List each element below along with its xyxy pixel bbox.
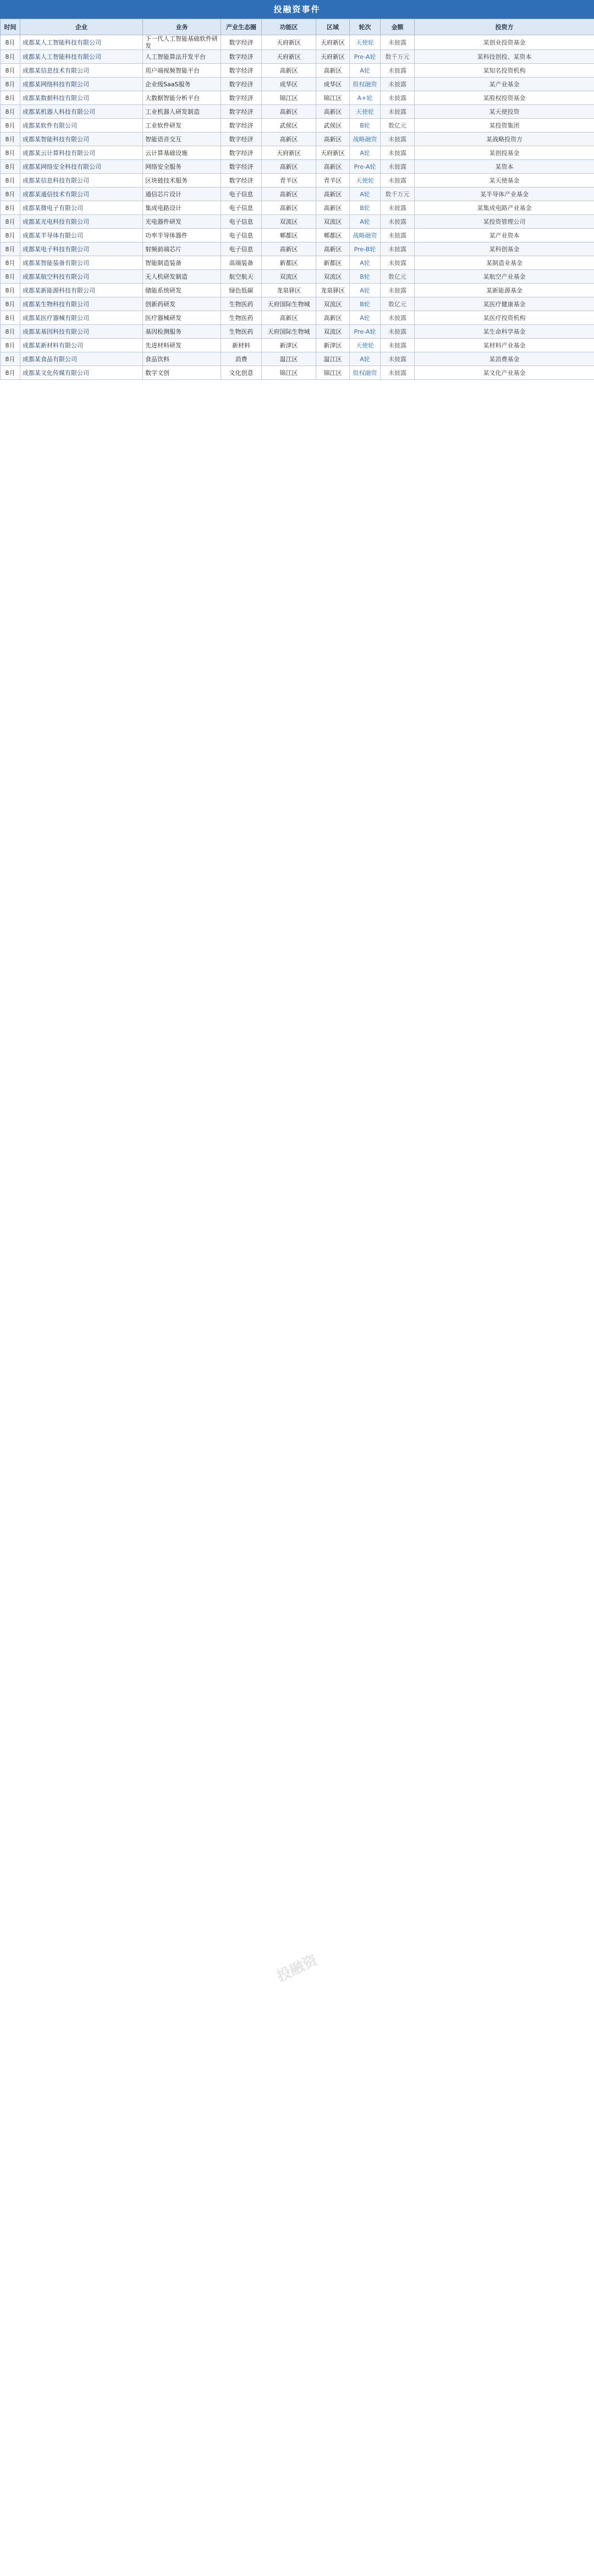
round-cell: A轮: [350, 256, 381, 270]
function-zone-cell: 高新区: [262, 160, 316, 174]
column-header-function-zone: 功能区: [262, 19, 316, 35]
round-cell: Pre-A轮: [350, 325, 381, 339]
date-cell: 8月: [1, 201, 20, 215]
round-cell: 天使轮: [350, 174, 381, 187]
district-cell: 天府新区: [316, 146, 350, 160]
table-row: [1, 105, 594, 119]
district-cell: 新都区: [316, 256, 350, 270]
investors-cell: 某投资管理公司: [415, 215, 594, 229]
district-cell: 高新区: [316, 311, 350, 325]
function-zone-cell: 双流区: [262, 270, 316, 284]
district-cell: 温江区: [316, 352, 350, 366]
investors-cell: 某半导体产业基金: [415, 187, 594, 201]
round-cell: B轮: [350, 201, 381, 215]
business-cell: 光电器件研发: [143, 215, 221, 229]
investors-cell: 某创投基金: [415, 146, 594, 160]
district-cell: 双流区: [316, 325, 350, 339]
amount-cell: 未披露: [381, 201, 415, 215]
amount-cell: 未披露: [381, 78, 415, 91]
round-cell: A轮: [350, 215, 381, 229]
district-cell: 青羊区: [316, 174, 350, 187]
business-cell: 智能语音交互: [143, 132, 221, 146]
table-row: [1, 270, 594, 284]
amount-cell: 未披露: [381, 132, 415, 146]
table-row: [1, 242, 594, 256]
amount-cell: 未披露: [381, 325, 415, 339]
date-cell: 8月: [1, 50, 20, 64]
business-cell: 企业级SaaS服务: [143, 78, 221, 91]
amount-cell: 未披露: [381, 146, 415, 160]
function-zone-cell: 成华区: [262, 78, 316, 91]
industry-cell: 生物医药: [221, 297, 262, 311]
business-cell: 储能系统研发: [143, 284, 221, 297]
district-cell: 天府新区: [316, 35, 350, 50]
investors-cell: 某天使基金: [415, 174, 594, 187]
business-cell: 食品饮料: [143, 352, 221, 366]
date-cell: 8月: [1, 366, 20, 380]
function-zone-cell: 天府新区: [262, 35, 316, 50]
table-row: [1, 78, 594, 91]
business-cell: 人工智能算法开发平台: [143, 50, 221, 64]
business-cell: 下一代人工智能基础软件研发: [143, 35, 221, 50]
business-cell: 工业软件研发: [143, 119, 221, 132]
table-row: [1, 187, 594, 201]
company-cell: 成都某网络科技有限公司: [20, 78, 143, 91]
function-zone-cell: 天府国际生物城: [262, 297, 316, 311]
investors-cell: 某科技创投、某资本: [415, 50, 594, 64]
column-header-company: 企业: [20, 19, 143, 35]
table-row: [1, 339, 594, 352]
district-cell: 双流区: [316, 215, 350, 229]
round-cell: 天使轮: [350, 35, 381, 50]
round-cell: 天使轮: [350, 339, 381, 352]
business-cell: 集成电路设计: [143, 201, 221, 215]
function-zone-cell: 双流区: [262, 215, 316, 229]
table-row: [1, 325, 594, 339]
table-row: [1, 160, 594, 174]
amount-cell: 数千万元: [381, 50, 415, 64]
amount-cell: 未披露: [381, 242, 415, 256]
round-cell: A轮: [350, 187, 381, 201]
table-row: [1, 132, 594, 146]
date-cell: 8月: [1, 215, 20, 229]
function-zone-cell: 高新区: [262, 132, 316, 146]
amount-cell: 未披露: [381, 174, 415, 187]
investors-cell: 某产业资本: [415, 229, 594, 242]
date-cell: 8月: [1, 160, 20, 174]
table-row: [1, 256, 594, 270]
round-cell: A轮: [350, 284, 381, 297]
district-cell: 武侯区: [316, 119, 350, 132]
industry-cell: 数字经济: [221, 64, 262, 78]
function-zone-cell: 温江区: [262, 352, 316, 366]
district-cell: 郫都区: [316, 229, 350, 242]
date-cell: 8月: [1, 242, 20, 256]
business-cell: 功率半导体器件: [143, 229, 221, 242]
date-cell: 8月: [1, 297, 20, 311]
date-cell: 8月: [1, 78, 20, 91]
company-cell: 成都某智能科技有限公司: [20, 132, 143, 146]
district-cell: 成华区: [316, 78, 350, 91]
investors-cell: 某股权投资基金: [415, 91, 594, 105]
function-zone-cell: 高新区: [262, 311, 316, 325]
investors-cell: 某新能源基金: [415, 284, 594, 297]
round-cell: 战略融资: [350, 132, 381, 146]
date-cell: 8月: [1, 132, 20, 146]
function-zone-cell: 龙泉驿区: [262, 284, 316, 297]
round-cell: 股权融资: [350, 78, 381, 91]
amount-cell: 数亿元: [381, 297, 415, 311]
function-zone-cell: 郫都区: [262, 229, 316, 242]
industry-cell: 生物医药: [221, 325, 262, 339]
table-row: [1, 201, 594, 215]
industry-cell: 新材料: [221, 339, 262, 352]
district-cell: 高新区: [316, 242, 350, 256]
company-cell: 成都某文化传媒有限公司: [20, 366, 143, 380]
industry-cell: 电子信息: [221, 229, 262, 242]
industry-cell: 文化创意: [221, 366, 262, 380]
function-zone-cell: 青羊区: [262, 174, 316, 187]
date-cell: 8月: [1, 284, 20, 297]
table-row: [1, 35, 594, 50]
table-row: [1, 284, 594, 297]
amount-cell: 未披露: [381, 35, 415, 50]
investment-table: [0, 19, 594, 380]
investors-cell: 某天使投资: [415, 105, 594, 119]
business-cell: 基因检测服务: [143, 325, 221, 339]
business-cell: 网络安全服务: [143, 160, 221, 174]
investors-cell: 某消费基金: [415, 352, 594, 366]
company-cell: 成都某半导体有限公司: [20, 229, 143, 242]
district-cell: 高新区: [316, 160, 350, 174]
amount-cell: 未披露: [381, 352, 415, 366]
industry-cell: 电子信息: [221, 201, 262, 215]
date-cell: 8月: [1, 146, 20, 160]
round-cell: Pre-A轮: [350, 160, 381, 174]
table-row: [1, 229, 594, 242]
business-cell: 数字文创: [143, 366, 221, 380]
round-cell: A+轮: [350, 91, 381, 105]
company-cell: 成都某生物科技有限公司: [20, 297, 143, 311]
function-zone-cell: 新都区: [262, 256, 316, 270]
table-row: [1, 174, 594, 187]
column-header-date: 时间: [1, 19, 20, 35]
company-cell: 成都某微电子有限公司: [20, 201, 143, 215]
business-cell: 创新药研发: [143, 297, 221, 311]
company-cell: 成都某网络安全科技有限公司: [20, 160, 143, 174]
business-cell: 用户端视频智能平台: [143, 64, 221, 78]
company-cell: 成都某食品有限公司: [20, 352, 143, 366]
function-zone-cell: 锦江区: [262, 366, 316, 380]
date-cell: 8月: [1, 105, 20, 119]
date-cell: 8月: [1, 256, 20, 270]
date-cell: 8月: [1, 270, 20, 284]
function-zone-cell: 高新区: [262, 201, 316, 215]
district-cell: 新津区: [316, 339, 350, 352]
function-zone-cell: 高新区: [262, 105, 316, 119]
industry-cell: 数字经济: [221, 50, 262, 64]
company-cell: 成都某信息技术有限公司: [20, 64, 143, 78]
industry-cell: 生物医药: [221, 311, 262, 325]
company-cell: 成都某软件有限公司: [20, 119, 143, 132]
amount-cell: 未披露: [381, 64, 415, 78]
table-row: [1, 146, 594, 160]
company-cell: 成都某航空科技有限公司: [20, 270, 143, 284]
company-cell: 成都某人工智能科技有限公司: [20, 35, 143, 50]
date-cell: 8月: [1, 187, 20, 201]
amount-cell: 未披露: [381, 339, 415, 352]
company-cell: 成都某数据科技有限公司: [20, 91, 143, 105]
date-cell: 8月: [1, 119, 20, 132]
business-cell: 大数据智能分析平台: [143, 91, 221, 105]
round-cell: A轮: [350, 64, 381, 78]
table-row: [1, 119, 594, 132]
amount-cell: 未披露: [381, 311, 415, 325]
amount-cell: 未披露: [381, 256, 415, 270]
district-cell: 双流区: [316, 270, 350, 284]
district-cell: 高新区: [316, 201, 350, 215]
table-row: [1, 64, 594, 78]
business-cell: 通信芯片设计: [143, 187, 221, 201]
column-header-business: 业务: [143, 19, 221, 35]
function-zone-cell: 天府新区: [262, 50, 316, 64]
district-cell: 双流区: [316, 297, 350, 311]
company-cell: 成都某机器人科技有限公司: [20, 105, 143, 119]
company-cell: 成都某新材料有限公司: [20, 339, 143, 352]
round-cell: B轮: [350, 119, 381, 132]
investors-cell: 某集成电路产业基金: [415, 201, 594, 215]
amount-cell: 未披露: [381, 215, 415, 229]
investors-cell: 某战略投资方: [415, 132, 594, 146]
business-cell: 工业机器人研发制造: [143, 105, 221, 119]
date-cell: 8月: [1, 229, 20, 242]
company-cell: 成都某通信技术有限公司: [20, 187, 143, 201]
amount-cell: 数亿元: [381, 270, 415, 284]
industry-cell: 数字经济: [221, 105, 262, 119]
district-cell: 锦江区: [316, 366, 350, 380]
industry-cell: 数字经济: [221, 132, 262, 146]
business-cell: 无人机研发制造: [143, 270, 221, 284]
investors-cell: 某材料产业基金: [415, 339, 594, 352]
industry-cell: 数字经济: [221, 91, 262, 105]
table-row: [1, 352, 594, 366]
company-cell: 成都某光电科技有限公司: [20, 215, 143, 229]
date-cell: 8月: [1, 35, 20, 50]
industry-cell: 电子信息: [221, 215, 262, 229]
district-cell: 高新区: [316, 64, 350, 78]
round-cell: Pre-A轮: [350, 50, 381, 64]
table-row: [1, 366, 594, 380]
district-cell: 高新区: [316, 132, 350, 146]
amount-cell: 未披露: [381, 160, 415, 174]
column-header-amount: 金额: [381, 19, 415, 35]
amount-cell: 未披露: [381, 366, 415, 380]
business-cell: 射频前端芯片: [143, 242, 221, 256]
industry-cell: 电子信息: [221, 242, 262, 256]
investors-cell: 某产业基金: [415, 78, 594, 91]
round-cell: 天使轮: [350, 105, 381, 119]
industry-cell: 数字经济: [221, 35, 262, 50]
district-cell: 天府新区: [316, 50, 350, 64]
round-cell: 战略融资: [350, 229, 381, 242]
company-cell: 成都某基因科技有限公司: [20, 325, 143, 339]
watermark: 投融资: [274, 1952, 321, 1985]
round-cell: B轮: [350, 270, 381, 284]
function-zone-cell: 新津区: [262, 339, 316, 352]
amount-cell: 未披露: [381, 105, 415, 119]
industry-cell: 航空航天: [221, 270, 262, 284]
industry-cell: 电子信息: [221, 187, 262, 201]
amount-cell: 未披露: [381, 91, 415, 105]
amount-cell: 未披露: [381, 284, 415, 297]
table-header-row: [1, 19, 594, 35]
amount-cell: 未披露: [381, 229, 415, 242]
industry-cell: 高端装备: [221, 256, 262, 270]
investors-cell: 某科创基金: [415, 242, 594, 256]
date-cell: 8月: [1, 352, 20, 366]
table-row: [1, 297, 594, 311]
industry-cell: 数字经济: [221, 160, 262, 174]
investors-cell: 某制造业基金: [415, 256, 594, 270]
column-header-district: 区域: [316, 19, 350, 35]
round-cell: Pre-B轮: [350, 242, 381, 256]
amount-cell: 数千万元: [381, 187, 415, 201]
round-cell: B轮: [350, 297, 381, 311]
table-row: [1, 91, 594, 105]
date-cell: 8月: [1, 64, 20, 78]
investors-cell: 某医疗健康基金: [415, 297, 594, 311]
date-cell: 8月: [1, 311, 20, 325]
business-cell: 智能制造装备: [143, 256, 221, 270]
investors-cell: 某创业投资基金: [415, 35, 594, 50]
round-cell: A轮: [350, 311, 381, 325]
table-body: [1, 35, 594, 380]
amount-cell: 数亿元: [381, 119, 415, 132]
function-zone-cell: 高新区: [262, 187, 316, 201]
investors-cell: 某文化产业基金: [415, 366, 594, 380]
date-cell: 8月: [1, 339, 20, 352]
district-cell: 高新区: [316, 187, 350, 201]
company-cell: 成都某新能源科技有限公司: [20, 284, 143, 297]
table-row: [1, 311, 594, 325]
round-cell: A轮: [350, 352, 381, 366]
round-cell: A轮: [350, 146, 381, 160]
industry-cell: 数字经济: [221, 174, 262, 187]
investors-cell: 某资本: [415, 160, 594, 174]
column-header-investors: 投资方: [415, 19, 594, 35]
investors-cell: 某医疗投资机构: [415, 311, 594, 325]
company-cell: 成都某智能装备有限公司: [20, 256, 143, 270]
industry-cell: 消费: [221, 352, 262, 366]
business-cell: 区块链技术服务: [143, 174, 221, 187]
business-cell: 云计算基础设施: [143, 146, 221, 160]
column-header-industry: 产业生态圈: [221, 19, 262, 35]
industry-cell: 数字经济: [221, 146, 262, 160]
business-cell: 先进材料研发: [143, 339, 221, 352]
investors-cell: 某航空产业基金: [415, 270, 594, 284]
date-cell: 8月: [1, 325, 20, 339]
company-cell: 成都某云计算科技有限公司: [20, 146, 143, 160]
district-cell: 高新区: [316, 105, 350, 119]
function-zone-cell: 高新区: [262, 64, 316, 78]
company-cell: 成都某电子科技有限公司: [20, 242, 143, 256]
business-cell: 医疗器械研发: [143, 311, 221, 325]
function-zone-cell: 锦江区: [262, 91, 316, 105]
function-zone-cell: 武侯区: [262, 119, 316, 132]
column-header-round: 轮次: [350, 19, 381, 35]
district-cell: 龙泉驿区: [316, 284, 350, 297]
investors-cell: 某知名投资机构: [415, 64, 594, 78]
table-row: [1, 215, 594, 229]
company-cell: 成都某信息科技有限公司: [20, 174, 143, 187]
function-zone-cell: 天府国际生物城: [262, 325, 316, 339]
function-zone-cell: 高新区: [262, 242, 316, 256]
company-cell: 成都某人工智能科技有限公司: [20, 50, 143, 64]
industry-cell: 数字经济: [221, 119, 262, 132]
investors-cell: 某生命科学基金: [415, 325, 594, 339]
table-row: [1, 50, 594, 64]
industry-cell: 数字经济: [221, 78, 262, 91]
industry-cell: 绿色低碳: [221, 284, 262, 297]
function-zone-cell: 天府新区: [262, 146, 316, 160]
investors-cell: 某投资集团: [415, 119, 594, 132]
company-cell: 成都某医疗器械有限公司: [20, 311, 143, 325]
district-cell: 锦江区: [316, 91, 350, 105]
date-cell: 8月: [1, 174, 20, 187]
page-title: 投融资事件: [0, 0, 594, 19]
date-cell: 8月: [1, 91, 20, 105]
round-cell: 股权融资: [350, 366, 381, 380]
